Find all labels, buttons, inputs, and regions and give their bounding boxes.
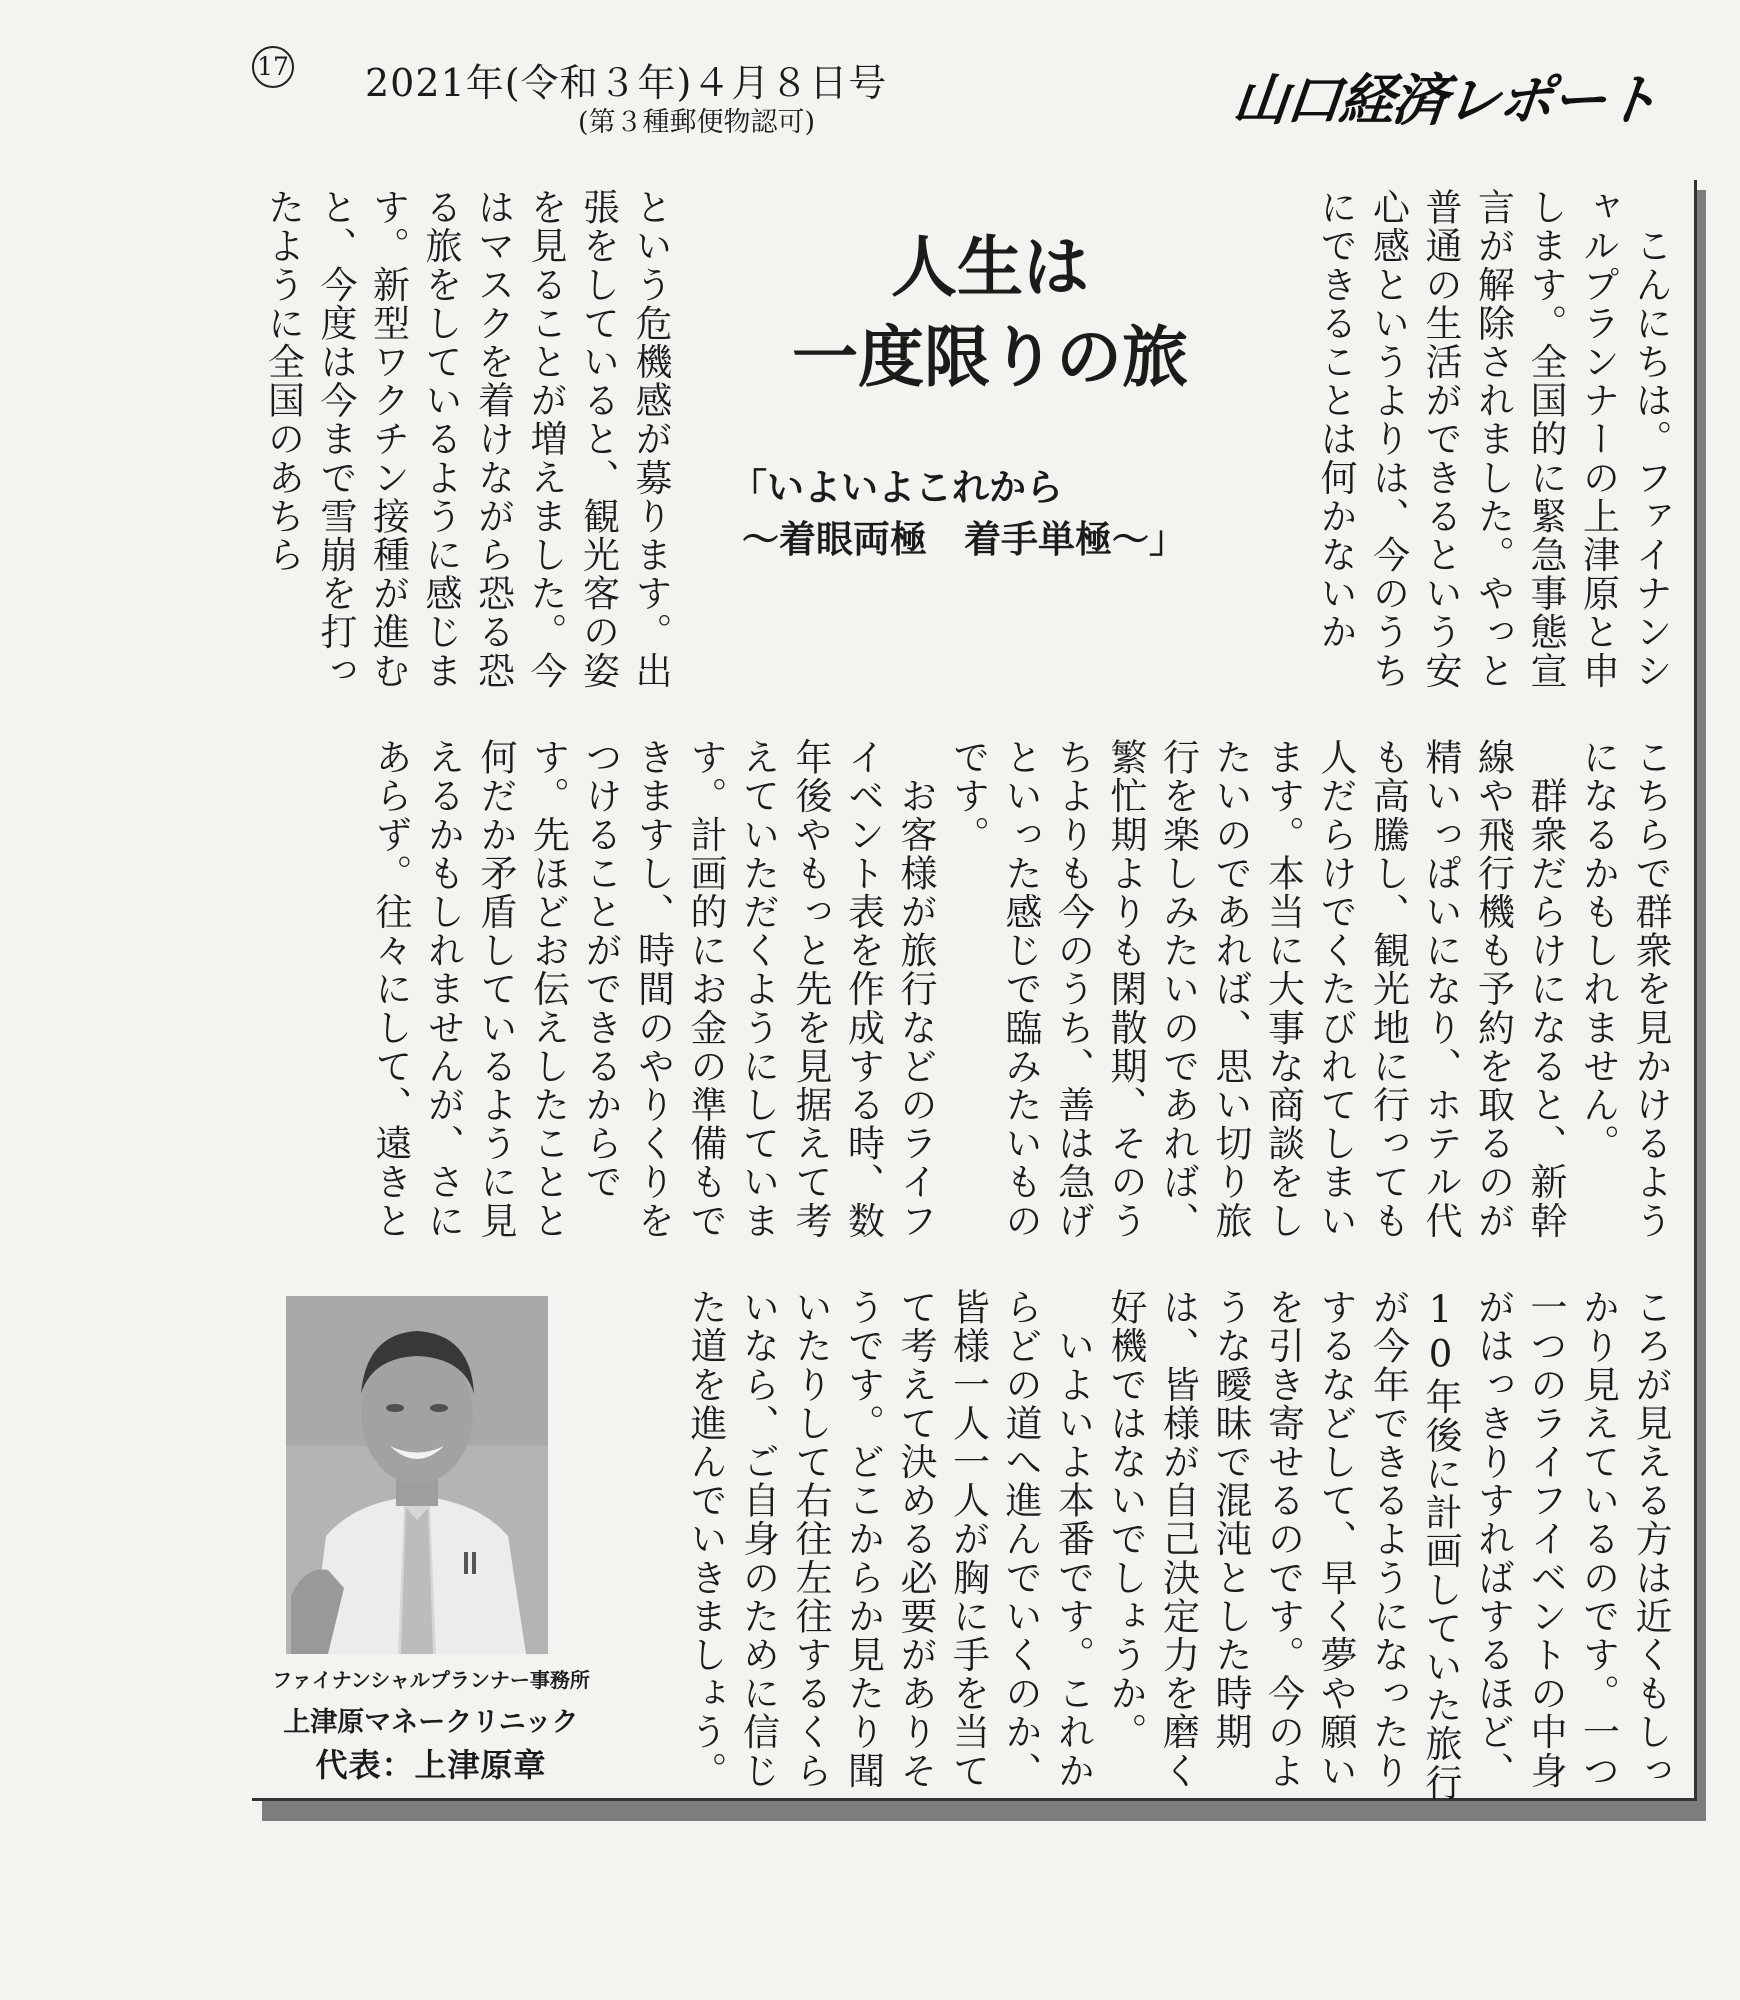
article-column-3: ころが見える方は近くもしっかり見えているのです。一つ一つのライフイベントの中身がはっきりすればするほど、10年後に計画していた旅行が今年できるようになったりするなどして、早く夢や願いを引き寄せるのです。今のような曖昧で混沌とした時期は、皆様が自己決定力を磨く好機ではないでしょうか。 いよいよ本番です。これからどの道へ進んでいくのか、皆様一人一人が胸に手を当てて考えて決める必要がありそうです。どこからか見たり聞いたりして右往左往するくらいなら、ご自身のために信じた道を進んでいきましょう。 [684,1288,1672,1802]
page-number: 17 [252,46,294,88]
headline-line-2: 一度限りの旅 [792,318,1188,396]
author-portrait-icon [286,1296,548,1654]
postal-note: (第３種郵便物認可) [578,107,816,138]
masthead-logo: 山口経済レポート [1230,68,1661,132]
author-office: ファイナンシャルプランナー事務所 [272,1668,590,1692]
article-column-1-right: こんにちは。ファイナンシャルプランナーの上津原と申します。全国的に緊急事態宣言が解除されました。やっと普通の生活ができるという安心感というよりは、今のうちにできることは何かないか [1314,188,1672,690]
author-photo [286,1296,548,1654]
article-column-2: こちらで群衆を見かけるようになるかもしれません。 群衆だらけになると、新幹線や飛行機も予約を取るのが精いっぱいになり、ホテル代も高騰し、観光地に行っても人だらけでくたびれてしまいます。本当に大事な商談をしたいのであれば、思い切り旅行を楽しみたいのであれば、繁忙期よりも閑散期、そのうちよりも今のうち、善は急げといった感じで臨みたいものです。 お客様が旅行などのライフイベント表を作成する時、数年後やもっと先を見据えて考えていただくようにしています。計画的にお金の準備もできますし、時間のやりくりをつけることができるからです。先ほどお伝えしたことと何だか矛盾しているように見えるかもしれませんが、さにあらず。往々にして、遠きと [369,738,1672,1240]
subtitle-line-1: 「いよいよこれから [730,466,1063,509]
subtitle [730,462,1250,566]
subtitle-line-2: ～着眼両極 着手単極～」 [742,518,1186,561]
issue-date: 2021年(令和３年)４月８日号 [365,61,888,105]
headline [740,222,1240,402]
author-representative: 代表：上津原章 [315,1746,547,1784]
article-column-1-left: という危機感が募ります。出張をしていると、観光客の姿を見ることが増えました。今はマスクを着けながら恐る恐る旅をしているように感じます。新型ワクチン接種が進むと、今度は今まで雪崩を打ったように全国のあちら [261,188,672,690]
headline-line-1: 人生は [891,228,1089,306]
author-clinic: 上津原マネークリニック [283,1707,579,1738]
frame-shadow-right [1697,190,1706,1821]
